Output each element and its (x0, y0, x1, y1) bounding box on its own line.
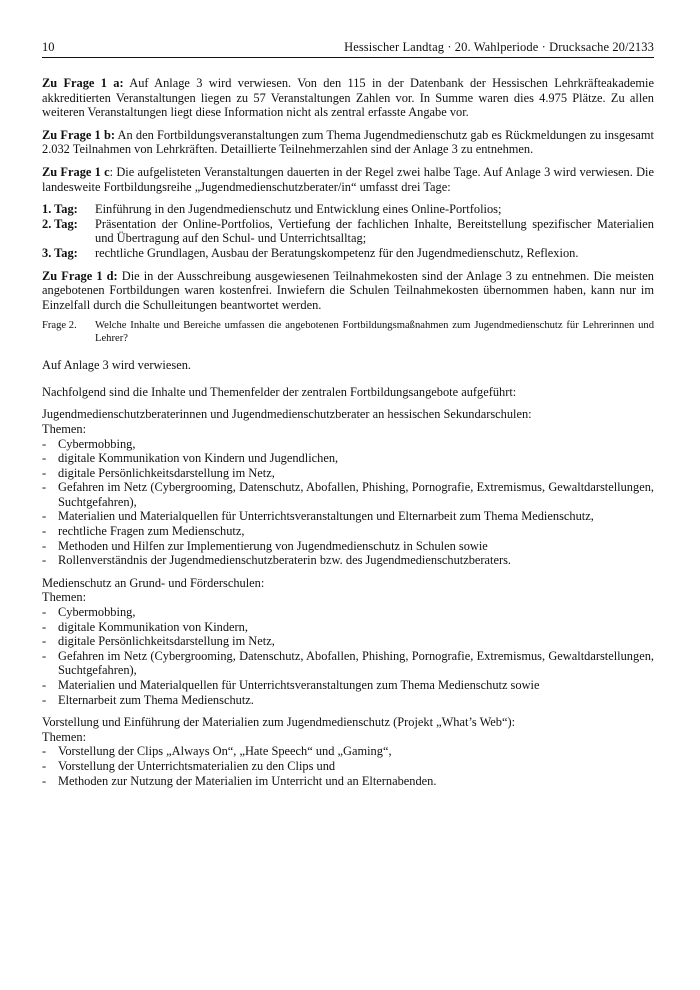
answer-1a (42, 76, 654, 120)
list-item-text: digitale Kommunikation von Kindern und Jugendlichen, (58, 451, 339, 466)
list-item (42, 634, 654, 649)
training-day-label: 1. Tag: (42, 202, 78, 217)
question-2 (42, 320, 654, 345)
dash-bullet: - (42, 451, 47, 466)
list-item-text: Cybermobbing, (58, 436, 136, 451)
training-day-label: 3. Tag: (42, 245, 78, 260)
dash-bullet: - (42, 773, 47, 788)
question-2-text: Welche Inhalte und Bereiche umfassen die angebotenen Fortbildungsmaßnahmen zum Jugendmedienschutz für Lehrerinnen und Lehrer? (95, 320, 654, 344)
dash-bullet: - (42, 553, 47, 568)
list-item-text: digitale Persönlichkeitsdarstellung im Netz, (58, 634, 275, 649)
list-item-text: Methoden und Hilfen zur Implementierung von Jugendmedienschutz in Schulen sowie (58, 538, 488, 553)
dash-bullet: - (42, 619, 47, 634)
document-body (42, 76, 654, 788)
answer-1d-lead: Zu Frage 1 d: (42, 268, 118, 283)
dash-bullet: - (42, 480, 47, 495)
dash-bullet: - (42, 524, 47, 539)
answer-1c-text: : Die aufgelisteten Veranstaltungen dauerten in der Regel zwei halbe Tage. Auf Anlage 3 wird verwiesen. Die landesweite Fortbildungsreihe „Jugendmedienschutzberater/in“ umfasst drei Tage: (42, 164, 654, 194)
themen-label: Themen: (42, 421, 87, 436)
themen-label: Themen: (42, 590, 87, 605)
topic-list (42, 605, 654, 707)
list-item (42, 649, 654, 678)
answer-1b-text: An den Fortbildungsveranstaltungen zum Thema Jugendmedienschutz gab es Rückmeldungen zu insgesamt 2.032 Teilnahmen von Lehrkräften. Detaillierte Teilnehmerzahlen sind der Anlage 3 zu entnehmen. (42, 127, 654, 157)
list-item (42, 759, 654, 774)
training-day-text: Präsentation der Online-Portfolios, Vertiefung der fachlichen Inhalte, Bereitstellung spezifischer Materialien und Übertragung auf den Schul- und Unterrichtsalltag; (95, 216, 654, 246)
training-day-text: rechtliche Grundlagen, Ausbau der Beratungskompetenz für den Jugendmedienschutz, Reflexion. (95, 245, 579, 260)
dash-bullet: - (42, 692, 47, 707)
list-item (42, 451, 654, 466)
answer-1b-lead: Zu Frage 1 b: (42, 127, 115, 142)
list-item-text: Rollenverständnis der Jugendmedienschutzberaterin bzw. des Jugendmedienschutzberaters. (58, 553, 512, 568)
header-title: Hessischer Landtag · 20. Wahlperiode · Drucksache 20/2133 (344, 40, 654, 54)
list-item-text: Gefahren im Netz (Cybergrooming, Datenschutz, Abofallen, Phishing, Pornografie, Extremismus, Gewaltdarstellungen, Suchtgefahren), (58, 480, 654, 509)
training-day-item (42, 202, 654, 217)
list-item (42, 693, 654, 708)
list-item-text: digitale Persönlichkeitsdarstellung im Netz, (58, 465, 275, 480)
answer-1a-lead: Zu Frage 1 a: (42, 76, 124, 90)
answer-1b (42, 128, 654, 157)
topic-list (42, 437, 654, 568)
training-day-item (42, 246, 654, 261)
dash-bullet: - (42, 648, 47, 663)
list-item (42, 509, 654, 524)
list-item-text: Vorstellung der Clips „Always On“, „Hate Speech“ und „Gaming“, (58, 744, 392, 759)
list-item (42, 466, 654, 481)
answer-1a-text: Auf Anlage 3 wird verwiesen. Von den 115 in der Datenbank der Hessischen Lehrkräfteakademie akkreditierten Veranstaltungen liegen zu 57 Veranstaltungen Zahlen vor. In Summe waren dies 4.975 Plätze. Zu allen weiteren Veranstaltungen liegt diese Information nicht als zentral erfasste Angabe vor. (42, 76, 654, 120)
answer-1c-lead: Zu Frage 1 c (42, 164, 110, 179)
list-item-text: Materialien und Materialquellen für Unterrichtsveranstaltungen zum Thema Medienschutz sowie (58, 678, 540, 692)
section-title: Medienschutz an Grund- und Förderschulen: (42, 575, 265, 590)
dash-bullet: - (42, 634, 47, 649)
list-item-text: digitale Kommunikation von Kindern, (58, 619, 248, 634)
document-page (42, 40, 654, 796)
answer-1d (42, 269, 654, 313)
list-item-text: Methoden zur Nutzung der Materialien im Unterricht und an Elternabenden. (58, 773, 437, 788)
dash-bullet: - (42, 678, 47, 692)
training-day-item (42, 217, 654, 246)
training-day-label: 2. Tag: (42, 216, 78, 231)
list-item (42, 605, 654, 620)
list-item-text: Vorstellung der Unterrichtsmaterialien zu den Clips und (58, 758, 336, 773)
dash-bullet: - (42, 436, 47, 451)
section-title: Jugendmedienschutzberaterinnen und Jugendmedienschutzberater an hessischen Sekundarschulen: (42, 407, 532, 422)
list-item (42, 744, 654, 759)
dash-bullet: - (42, 509, 47, 524)
section-title: Vorstellung und Einführung der Materialien zum Jugendmedienschutz (Projekt „What’s Web“): (42, 715, 516, 730)
answer-2-intro-2: Nachfolgend sind die Inhalte und Themenfelder der zentralen Fortbildungsangebote aufgeführt: (42, 384, 517, 399)
list-item (42, 774, 654, 789)
list-item (42, 437, 654, 452)
answer-1d-text: Die in der Ausschreibung ausgewiesenen Teilnahmekosten sind der Anlage 3 zu entnehmen. Die meisten angebotenen Fortbildungen waren kostenfrei. Inwiefern die Schulen Teilnahmekosten übernommen haben, kann nur im Einzelfall durch die Schulleitungen beantwortet werden. (42, 268, 654, 312)
dash-bullet: - (42, 465, 47, 480)
dash-bullet: - (42, 605, 47, 620)
page-header (42, 40, 654, 58)
list-item (42, 480, 654, 509)
list-item (42, 539, 654, 554)
list-item-text: Gefahren im Netz (Cybergrooming, Datenschutz, Abofallen, Phishing, Pornografie, Extremismus, Gewaltdarstellungen, Suchtgefahren), (58, 648, 654, 678)
list-item (42, 678, 654, 693)
page-number: 10 (42, 40, 55, 54)
list-item-text: Cybermobbing, (58, 605, 136, 620)
training-day-text: Einführung in den Jugendmedienschutz und Entwicklung eines Online-Portfolios; (95, 202, 502, 217)
training-days-list (42, 202, 654, 260)
themen-label: Themen: (42, 729, 87, 744)
question-2-label: Frage 2. (42, 320, 77, 332)
list-item-text: Materialien und Materialquellen für Unterrichtsveranstaltungen und Elternarbeit zum Thema Medienschutz, (58, 509, 594, 524)
list-item (42, 524, 654, 539)
list-item-text: Elternarbeit zum Thema Medienschutz. (58, 692, 254, 707)
dash-bullet: - (42, 758, 47, 773)
dash-bullet: - (42, 538, 47, 553)
topic-list (42, 744, 654, 788)
list-item (42, 553, 654, 568)
answer-1c (42, 165, 654, 194)
list-item (42, 620, 654, 635)
dash-bullet: - (42, 744, 47, 759)
answer-2-intro-1: Auf Anlage 3 wird verwiesen. (42, 358, 191, 373)
list-item-text: rechtliche Fragen zum Medienschutz, (58, 524, 245, 539)
